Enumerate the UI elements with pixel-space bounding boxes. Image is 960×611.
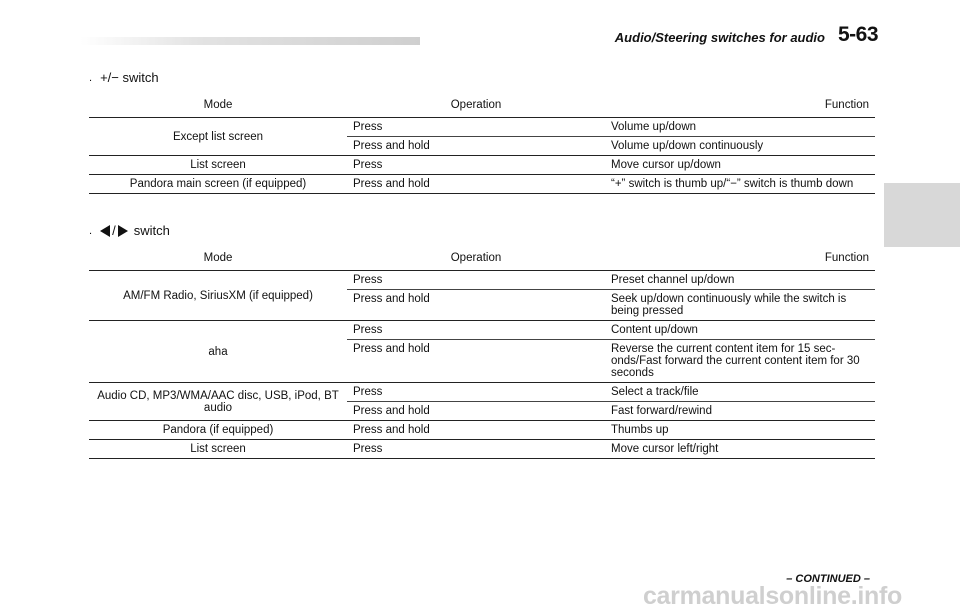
operation-cell: Press — [347, 440, 605, 459]
plus-minus-switch-table — [89, 95, 875, 194]
left-triangle-icon — [100, 225, 111, 237]
function-cell: Fast forward/rewind — [605, 402, 875, 421]
function-cell: Seek up/down continuously while the switch is being pressed — [605, 290, 875, 321]
operation-cell: Press — [347, 271, 605, 290]
function-cell: Content up/down — [605, 321, 875, 340]
section-heading-plus-minus — [89, 70, 159, 85]
operation-cell: Press — [347, 156, 605, 175]
function-cell: Move cursor up/down — [605, 156, 875, 175]
page-number: 5-63 — [837, 23, 878, 46]
function-cell: Select a track/file — [605, 383, 875, 402]
function-cell: Volume up/down continuously — [605, 137, 875, 156]
function-cell: Preset channel up/down — [605, 271, 875, 290]
operation-cell: Press and hold — [347, 137, 605, 156]
table-row — [89, 156, 875, 175]
header-rule — [80, 37, 420, 45]
chapter-side-tab — [884, 183, 960, 247]
column-header-function: Function — [605, 95, 875, 118]
mode-cell: AM/FM Radio, SiriusXM (if equipped) — [89, 271, 347, 321]
mode-cell: Except list screen — [89, 118, 347, 156]
header-title: Audio/Steering switches for audio — [614, 30, 825, 45]
section-heading-left-right — [89, 223, 170, 238]
operation-cell: Press and hold — [347, 402, 605, 421]
table-row — [89, 321, 875, 340]
continued-label: – CONTINUED – — [786, 573, 870, 585]
function-cell: Thumbs up — [605, 421, 875, 440]
table-row — [89, 383, 875, 402]
mode-cell: List screen — [89, 440, 347, 459]
operation-cell: Press and hold — [347, 290, 605, 321]
mode-cell: Pandora (if equipped) — [89, 421, 347, 440]
mode-cell: aha — [89, 321, 347, 383]
column-header-mode: Mode — [89, 248, 347, 271]
table-row — [89, 440, 875, 459]
table-row — [89, 175, 875, 194]
left-right-switch-table — [89, 248, 875, 459]
right-triangle-icon — [117, 225, 128, 237]
function-cell: “+” switch is thumb up/“−” switch is thumb down — [605, 175, 875, 194]
column-header-mode: Mode — [89, 95, 347, 118]
bullet: . — [89, 224, 93, 237]
mode-cell: Pandora main screen (if equipped) — [89, 175, 347, 194]
table-row — [89, 271, 875, 290]
function-cell: Move cursor left/right — [605, 440, 875, 459]
section-title: switch — [133, 223, 170, 238]
table-row — [89, 421, 875, 440]
operation-cell: Press — [347, 118, 605, 137]
operation-cell: Press and hold — [347, 421, 605, 440]
operation-cell: Press — [347, 321, 605, 340]
column-header-operation: Operation — [347, 95, 605, 118]
bullet: . — [89, 71, 93, 84]
operation-cell: Press and hold — [347, 175, 605, 194]
table-row — [89, 118, 875, 137]
function-cell: Reverse the current content item for 15 sec-onds/Fast forward the current content item for 30 seconds — [605, 340, 875, 383]
arrow-slash: / — [112, 223, 116, 238]
column-header-function: Function — [605, 248, 875, 271]
watermark-logo: carmanualsonline.info — [642, 582, 902, 610]
function-cell: Volume up/down — [605, 118, 875, 137]
mode-cell: Audio CD, MP3/WMA/AAC disc, USB, iPod, BT audio — [89, 383, 347, 421]
left-right-switch-icon — [100, 223, 128, 238]
mode-cell: List screen — [89, 156, 347, 175]
operation-cell: Press — [347, 383, 605, 402]
section-title: +/− switch — [100, 70, 159, 85]
column-header-operation: Operation — [347, 248, 605, 271]
operation-cell: Press and hold — [347, 340, 605, 383]
